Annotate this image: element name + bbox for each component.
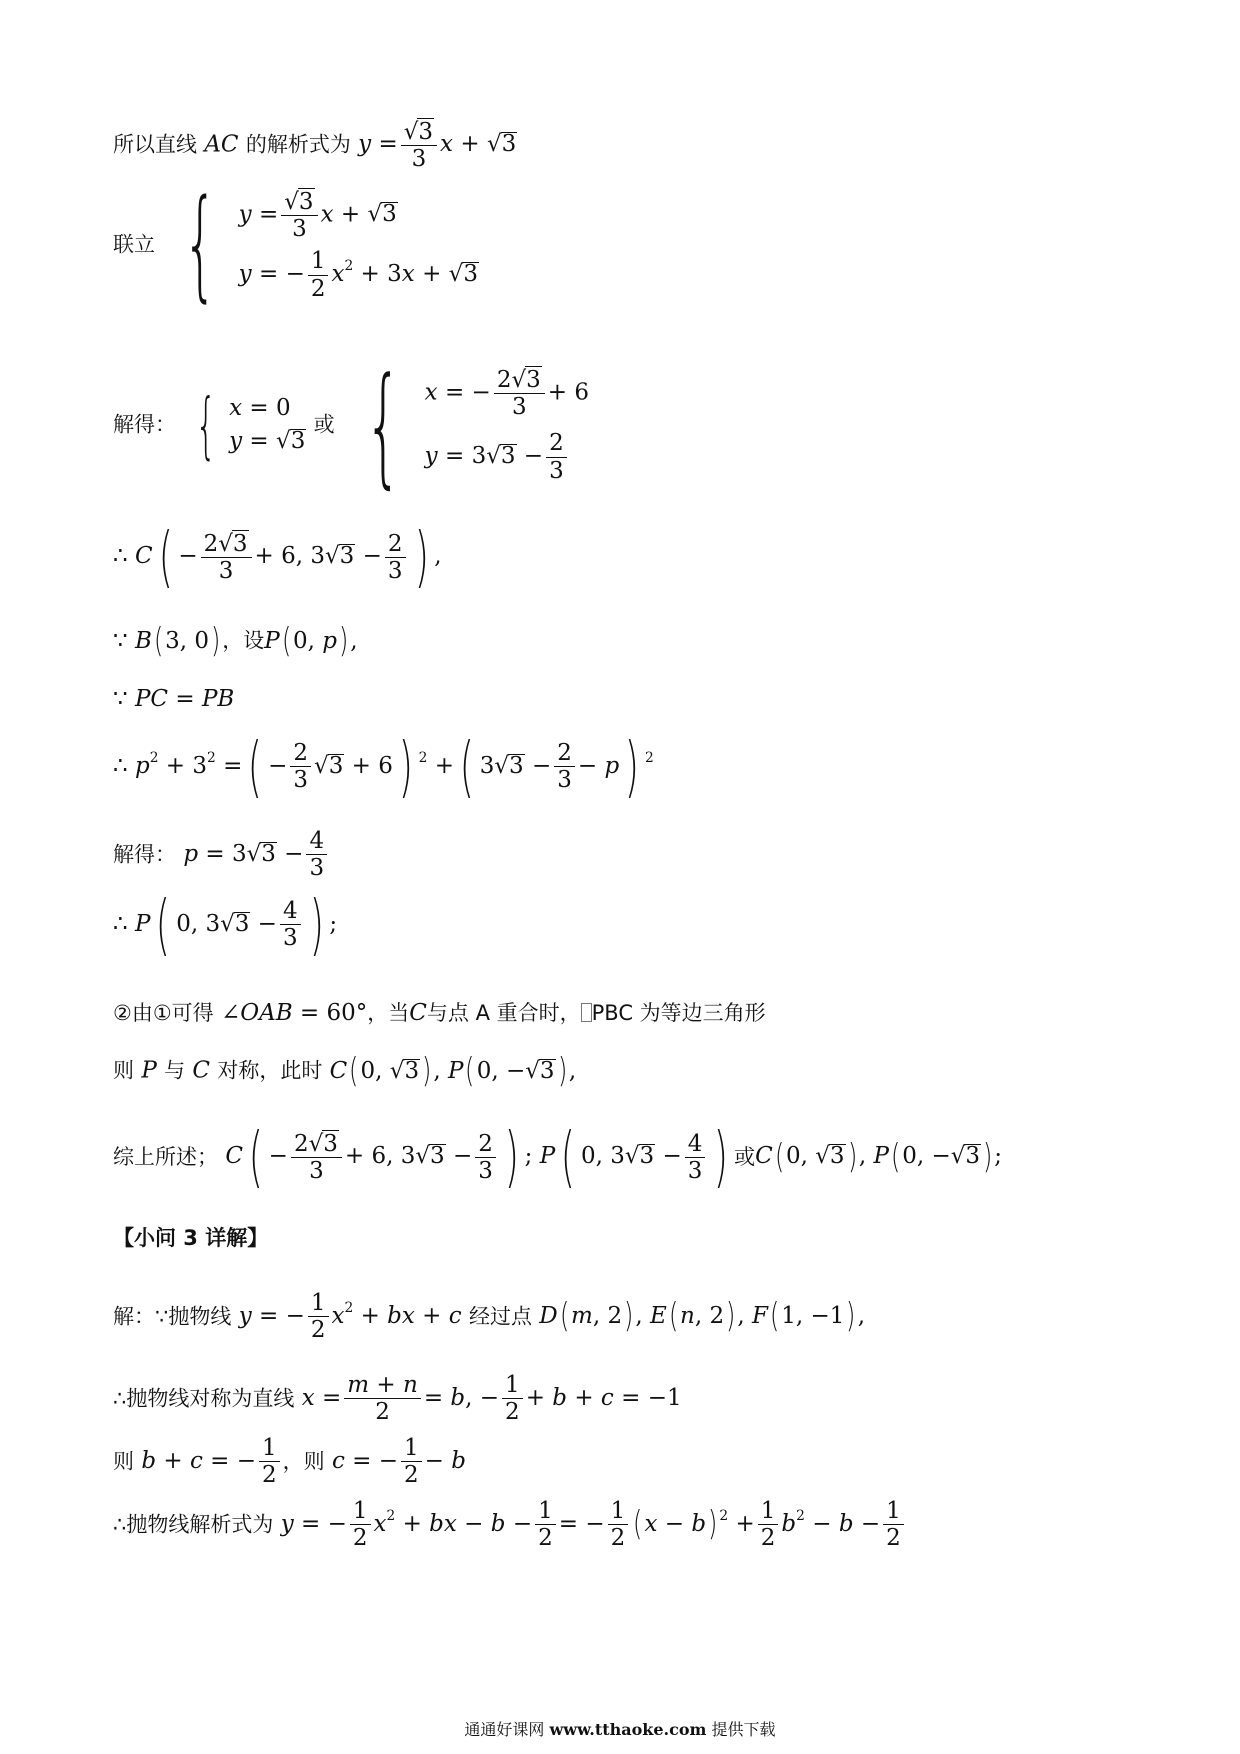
line-axis: ∴抛物线对称为直线 x = $\frac{m + n}{2}$ = b, − $\frac{1}{2}$ + b + c = −1 [113,1372,682,1426]
line-ac-equation: 所以直线 AC 的解析式为 y = $\frac{√3}{3}$ x + √3 [113,119,517,173]
text: 的解析式为 [245,132,351,157]
text: 则 [113,1449,134,1474]
line-point-b: ∵ B(3, 0)，设P(0, p), [113,621,358,661]
line-b-plus-c: 则 b + c = − $\frac{1}{2}$ ，则 c = − $\frac{1}{2}$ − b [113,1435,466,1489]
text: 联立 [113,232,155,257]
text: 解得： [113,842,176,867]
line-parabola-formula: ∴抛物线解析式为 y = − $\frac{1}{2}$ $x^2$ + bx − b − $\frac{1}{2}$ = − $\frac{1}{2}$ (x − b) $^2$ + $\frac{1}{2}$ $b^2 - b$ − $\frac{1}{2}$ [113,1498,907,1552]
line-symmetric: 则 P 与 C 对称，此时 C(0, √3), P(0, −√3), [113,1051,577,1091]
line-distance-equation: ∴ $p^2 + 3^2$ =( − $\frac{2}{3}$ √3 + 6) $^2$ +( 3√3 − $\frac{2}{3}$ − p) $^2$ [113,727,654,805]
footer-suffix: 提供下载 [711,1720,776,1739]
text: 则 [113,1058,134,1083]
page-footer [0,1717,1240,1740]
text: 解：∵抛物线 [113,1304,232,1329]
line-solutions: 解得： { x = 0 y = √3 或 { x = − $\frac{2√3}{3}$ + 6 y = 3√3 − $\frac{2}{3}$ [113,349,589,501]
line-system: 联立 { y = $\frac{√3}{3}$ x + √3 y = − $\frac{1}{2}$ $x^2 + 3x + √3$ [113,175,478,314]
line-summary: 综上所述； C( − $\frac{2√3}{3}$ + 6, 3√3 − $\frac{2}{3}$ ) ; P( 0, 3√3 − $\frac{4}{3}$ ) 或C(0, √3), P(0, −√3); [113,1118,1003,1196]
text: 或 [313,412,335,437]
text: 或 [734,1144,756,1169]
text: 与点 A 重合时， [426,1001,581,1025]
text: 解得： [113,412,176,437]
footer-site: 通通好课网 [464,1720,545,1739]
text: ，当 [367,1001,410,1025]
text: 所以直线 [113,132,197,157]
text: ②由①可得 [113,1001,214,1025]
text: 对称，此时 [217,1058,323,1083]
text: PBC 为等边三角形 [591,1001,766,1025]
section-heading: 【小问 3 详解】 [113,1226,269,1250]
text: 经过点 [468,1304,532,1329]
line-solve-p: 解得： p = 3√3 − $\frac{4}{3}$ [113,828,330,882]
line-pc-pb: ∵ PC = PB [113,686,235,712]
line-point-p: ∴ P( 0, 3√3 − $\frac{4}{3}$ ) ; [113,885,338,963]
text: 与 [164,1058,186,1083]
text: ∴抛物线对称为直线 [113,1386,295,1411]
text: ∴抛物线解析式为 [113,1512,274,1537]
line-parabola-points: 解：∵抛物线 y = − $\frac{1}{2}$ $x^2$ + bx + c 经过点 D(m, 2), E(n, 2), F(1, −1), [113,1290,866,1344]
footer-url[interactable]: www.tthaoke.com [549,1720,707,1739]
text: ，设 [222,628,265,653]
text: 综上所述； [113,1144,218,1169]
line-point-c: ∴ C( − $\frac{2√3}{3}$ + 6, 3√3 − $\frac{2}{3}$ ) , [113,518,442,596]
text: ，则 [282,1449,325,1474]
line-part2: ②由①可得 ∠OAB = 60°，当C与点 A 重合时， PBC 为等边三角形 [113,1000,766,1026]
